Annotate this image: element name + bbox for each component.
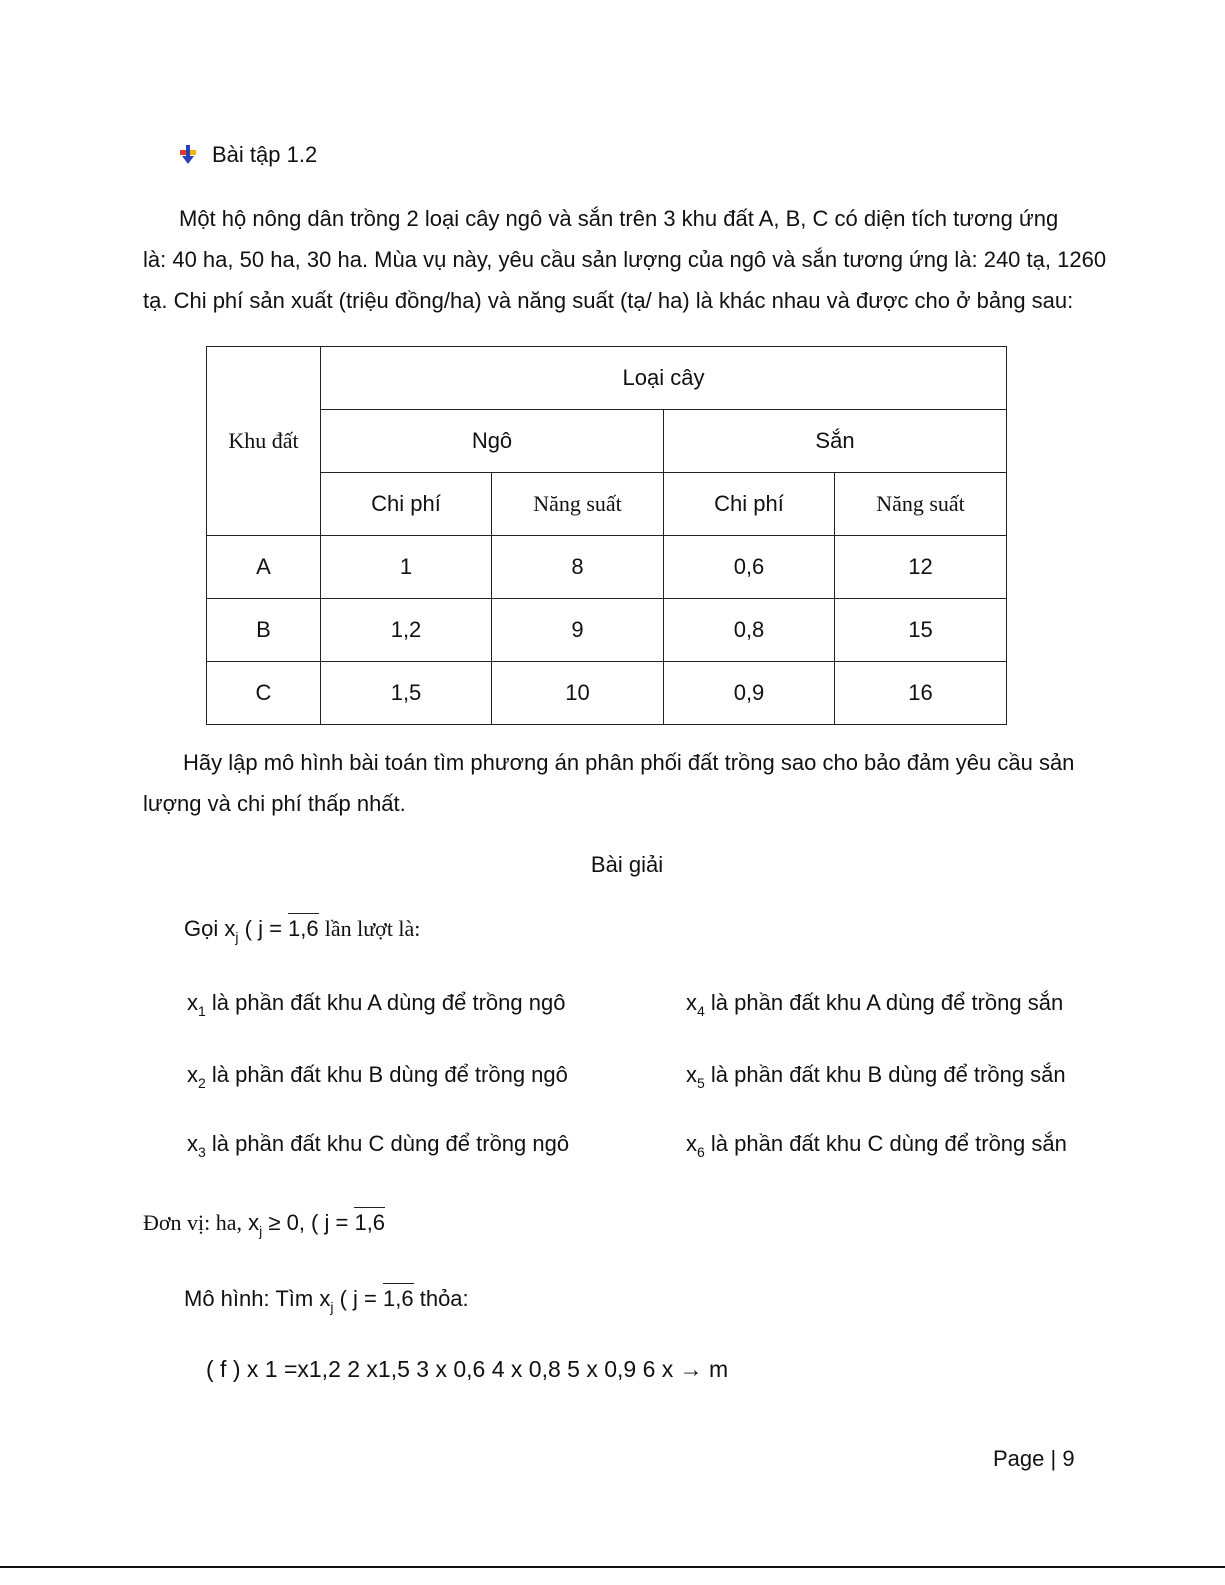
var-sub: 6: [697, 1144, 705, 1160]
var-text: là phần đất khu C dùng để trồng sắn: [710, 1131, 1067, 1156]
problem-paragraph: [143, 198, 1163, 321]
model-suffix: thỏa:: [419, 1286, 469, 1311]
var-name: x: [686, 1062, 697, 1087]
header-land: Khu đất: [207, 347, 321, 536]
page-number: Page | 9: [993, 1446, 1075, 1471]
table-row: [207, 662, 1007, 725]
cell-corn-yield: 9: [492, 599, 664, 662]
var-name: x: [187, 1131, 198, 1156]
model-paren: ( j =: [339, 1286, 377, 1311]
call-paren: ( j =: [244, 916, 282, 941]
var-sub: 3: [198, 1144, 206, 1160]
exercise-heading: [178, 142, 317, 168]
cell-cassava-yield: 15: [835, 599, 1007, 662]
var-sub: j: [235, 929, 239, 945]
unit-prefix: Đơn vị: ha,: [143, 1210, 243, 1235]
question-line-1: Hãy lập mô hình bài toán tìm phương án phân phối đất trồng sao cho bảo đảm yêu cầu sản: [183, 750, 1075, 775]
var-name: x: [187, 990, 198, 1015]
header-crop-cassava: Sắn: [664, 410, 1007, 473]
unit-range: 1,6: [354, 1207, 385, 1235]
var-sub: j: [330, 1299, 334, 1315]
model-line: [184, 1286, 469, 1315]
cell-land: A: [207, 536, 321, 599]
list-item: [187, 1062, 568, 1091]
list-item: [187, 990, 566, 1019]
data-table: [206, 346, 1007, 725]
unit-relation: ≥ 0, ( j =: [268, 1210, 349, 1235]
header-crop-type: Loại cây: [321, 347, 1007, 410]
var-sub: 1: [198, 1003, 206, 1019]
cell-corn-cost: 1: [321, 536, 492, 599]
cell-cassava-cost: 0,9: [664, 662, 835, 725]
question-line-2: lượng và chi phí thấp nhất.: [143, 791, 406, 816]
var-sub: 4: [697, 1003, 705, 1019]
cell-cassava-yield: 16: [835, 662, 1007, 725]
call-range: 1,6: [288, 913, 319, 941]
problem-line-3: tạ. Chi phí sản xuất (triệu đồng/ha) và năng suất (tạ/ ha) là khác nhau và được cho ở bảng sau:: [143, 288, 1074, 313]
var-sub: j: [259, 1223, 263, 1239]
page-bottom-divider: [0, 1566, 1225, 1568]
cell-cassava-yield: 12: [835, 536, 1007, 599]
var-x: x: [224, 916, 236, 941]
list-item: [686, 1062, 1066, 1091]
cell-cassava-cost: 0,6: [664, 536, 835, 599]
exercise-title: Bài tập 1.2: [212, 142, 318, 167]
list-item: [686, 1131, 1067, 1160]
var-name: x: [686, 1131, 697, 1156]
table-row: [207, 599, 1007, 662]
var-text: là phần đất khu C dùng để trồng ngô: [211, 1131, 570, 1156]
var-x: x: [248, 1210, 260, 1235]
var-sub: 2: [198, 1075, 206, 1091]
problem-line-2: là: 40 ha, 50 ha, 30 ha. Mùa vụ này, yêu cầu sản lượng của ngô và sắn tương ứng là: 240 tạ, 1260: [143, 247, 1107, 272]
list-item: [686, 990, 1064, 1019]
variable-definition: [184, 916, 421, 945]
cell-corn-yield: 10: [492, 662, 664, 725]
header-crop-corn: Ngô: [321, 410, 664, 473]
cell-corn-cost: 1,2: [321, 599, 492, 662]
var-text: là phần đất khu A dùng để trồng sắn: [710, 990, 1064, 1015]
cell-land: B: [207, 599, 321, 662]
cell-corn-cost: 1,5: [321, 662, 492, 725]
cell-cassava-cost: 0,8: [664, 599, 835, 662]
question-paragraph: [143, 742, 1163, 824]
header-cassava-cost: Chi phí: [664, 473, 835, 536]
var-text: là phần đất khu B dùng để trồng sắn: [710, 1062, 1066, 1087]
table-row: [207, 536, 1007, 599]
var-sub: 5: [697, 1075, 705, 1091]
model-prefix: Mô hình: Tìm: [184, 1286, 314, 1311]
cell-land: C: [207, 662, 321, 725]
call-prefix: Gọi: [184, 916, 219, 941]
var-text: là phần đất khu A dùng để trồng ngô: [211, 990, 566, 1015]
header-corn-yield: Năng suất: [492, 473, 664, 536]
cell-corn-yield: 8: [492, 536, 664, 599]
header-cassava-yield: Năng suất: [835, 473, 1007, 536]
problem-line-1: Một hộ nông dân trồng 2 loại cây ngô và sắn trên 3 khu đất A, B, C có diện tích tương ứng: [179, 206, 1059, 231]
model-range: 1,6: [383, 1283, 414, 1311]
unit-line: [143, 1210, 386, 1239]
list-item: [187, 1131, 570, 1160]
header-corn-cost: Chi phí: [321, 473, 492, 536]
var-x: x: [319, 1286, 331, 1311]
var-text: là phần đất khu B dùng để trồng ngô: [211, 1062, 568, 1087]
var-name: x: [686, 990, 697, 1015]
objective-function: ( f ) x 1 =x1,2 2 x1,5 3 x 0,6 4 x 0,8 5 x 0,9 6 x → m: [206, 1356, 729, 1382]
var-name: x: [187, 1062, 198, 1087]
call-suffix: lần lượt là:: [324, 916, 421, 941]
bullet-arrow-icon: [178, 144, 198, 166]
solution-title: Bài giải: [590, 852, 664, 877]
